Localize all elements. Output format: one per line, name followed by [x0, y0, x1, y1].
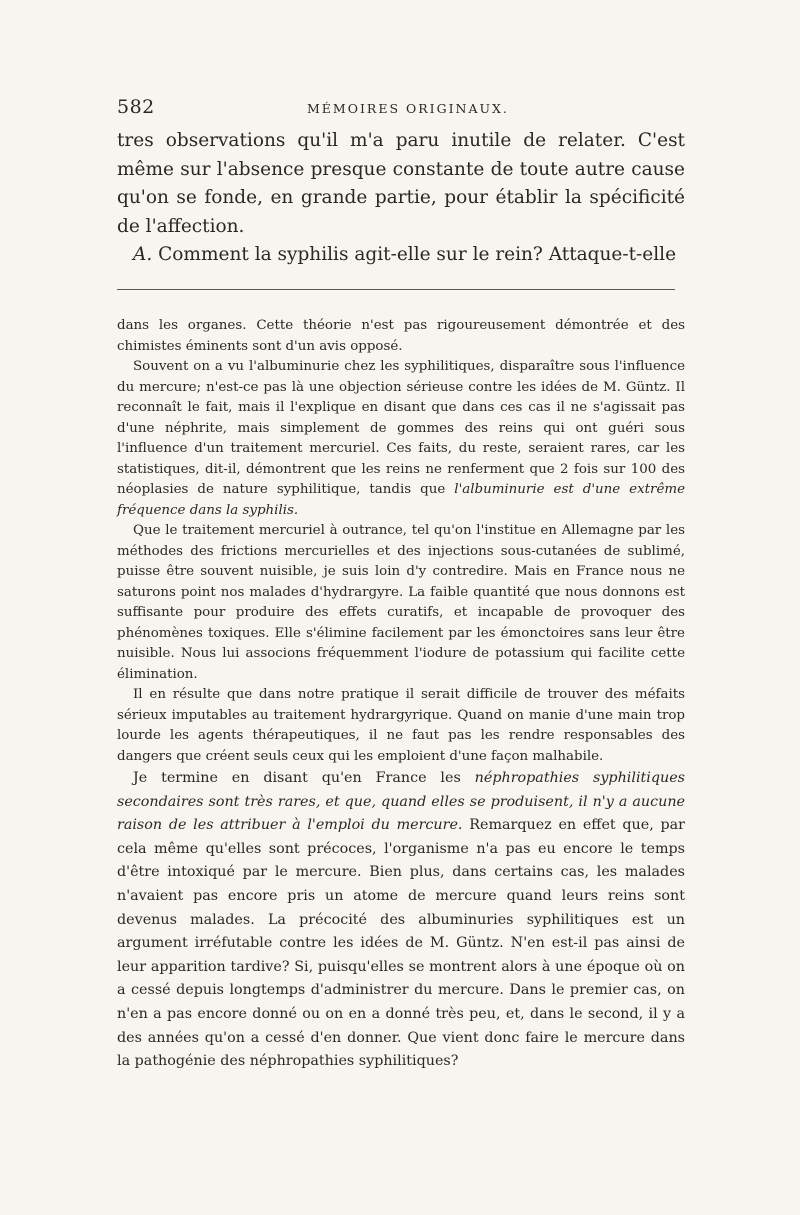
page-number: 582 [117, 96, 155, 118]
footnote-paragraph-conclusion [117, 767, 685, 1074]
section-label: A. [133, 244, 153, 265]
footnote-paragraph: dans les organes. Cette théorie n'est pas rigoureusement démontrée et des chimistes éminents sont d'un avis opposé. [117, 318, 685, 354]
footnote [117, 316, 685, 1074]
footnote-paragraph: Il en résulte que dans notre pratique il serait difficile de trouver des méfaits sérieux imputables au traitement hydrargyrique. Quand on manie d'une main trop lourde les agents thérapeutiques, il ne faut pas les rendre responsables des dangers que créent seuls ceux qui les emploient d'une façon malhabile. [117, 687, 685, 764]
page-header [117, 96, 683, 126]
main-paragraph-question [117, 241, 685, 270]
main-paragraph: tres observations qu'il m'a paru inutile de relater. C'est même sur l'absence presque constante de toute autre cause qu'on se fonde, en grande partie, pour établir la spécificité de l'affection. [117, 130, 685, 237]
question-text: Comment la syphilis agit-elle sur le rein? Attaque-t-elle [158, 244, 677, 265]
main-text [117, 127, 685, 270]
footnote-text: Souvent on a vu l'albuminurie chez les syphilitiques, disparaître sous l'influence du mercure; n'est-ce pas là une objection sérieuse contre les idées de M. Güntz. Il reconnaît le fait, mais il l'explique en disant que dans ces cas il ne s'agissait pas d'une néphrite, mais simplement de gommes des reins qui ont guéri sous l'influence d'un traitement mercuriel. Ces faits, du reste, seraient rares, car les statistiques, dit-il, démontrent que les reins ne renferment que 2 fois sur 100 des néoplasies de nature syphilitique, tandis que [117, 359, 685, 497]
conclusion-text: Je termine en disant qu'en France les [133, 770, 475, 786]
footnote-paragraph [117, 357, 685, 521]
conclusion-text-rest: Remarquez en effet que, par cela même qu'elles sont précoces, l'organisme n'a pas eu encore le temps d'être intoxiqué par le mercure. Bien plus, dans certains cas, les malades n'avaient pas encore pris un atome de mercure quand leurs reins sont devenus malades. La précocité des albuminuries syphilitiques est un argument irréfutable contre les idées de M. Güntz. N'en est-il pas ainsi de leur apparition tardive? Si, puisqu'elles se montrent alors à une époque où on a cessé depuis longtemps d'administrer du mercure. Dans le premier cas, on n'en a pas encore donné ou on en a donné très peu, et, dans le second, il y a des années qu'on a cessé d'en donner. Que vient donc faire le mercure dans la pathogénie des néphropathies syphilitiques? [117, 817, 685, 1070]
footnote-separator [117, 289, 675, 290]
footnote-emphasis: l'albuminurie est d'une extrême fréquence dans la syphilis. [117, 482, 685, 518]
conclusion-emphasis: néphropathies syphilitiques secondaires sont très rares, et que, quand elles se produisent, il n'y a aucune raison de les attribuer à l'emploi du mercure. [117, 770, 685, 834]
footnote-paragraph: Que le traitement mercuriel à outrance, tel qu'on l'institue en Allemagne par les méthodes des frictions mercurielles et des injections sous-cutanées de sublimé, puisse être souvent nuisible, je suis loin d'y contredire. Mais en France nous ne saturons point nos malades d'hydrargyre. La faible quantité que nous donnons est suffisante pour produire des effets curatifs, et incapable de provoquer des phénomènes toxiques. Elle s'élimine facilement par les émonctoires sans leur être nuisible. Nous lui associons fréquemment l'iodure de potassium qui facilite cette élimination. [117, 523, 685, 682]
running-title: MÉMOIRES ORIGINAUX. [307, 101, 509, 116]
